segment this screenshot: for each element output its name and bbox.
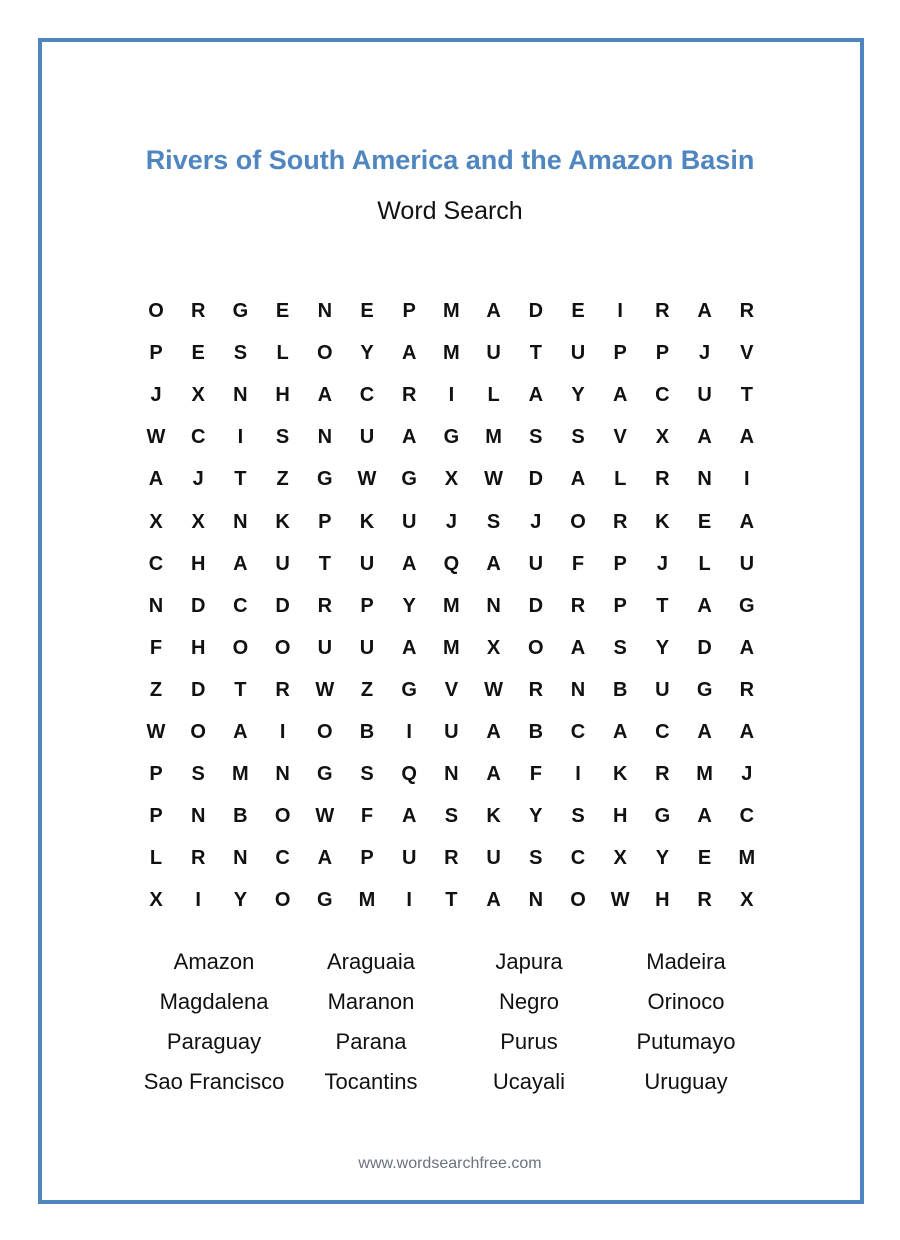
grid-letter: F bbox=[529, 763, 542, 786]
grid-letter: A bbox=[697, 426, 712, 449]
grid-letter: D bbox=[528, 468, 544, 491]
grid-letter: A bbox=[570, 468, 586, 491]
grid-letter: I bbox=[617, 300, 623, 322]
grid-letter: E bbox=[571, 300, 585, 322]
grid-letter: J bbox=[699, 342, 711, 365]
grid-letter: H bbox=[190, 552, 206, 575]
grid-letter: Y bbox=[402, 594, 416, 617]
grid-letter: S bbox=[529, 426, 543, 449]
grid-letter: A bbox=[317, 847, 333, 870]
grid-letter: Q bbox=[401, 763, 417, 786]
grid-letter: N bbox=[570, 678, 586, 701]
grid-letter: S bbox=[233, 342, 248, 365]
grid-letter: Y bbox=[571, 384, 585, 407]
word-list-item: Araguaia bbox=[326, 949, 416, 974]
grid-letter: P bbox=[613, 594, 627, 617]
grid-letter: C bbox=[359, 384, 375, 407]
grid-letter: P bbox=[360, 594, 374, 617]
grid-letter: W bbox=[484, 468, 504, 491]
grid-letter: N bbox=[444, 763, 459, 786]
grid-letter: K bbox=[655, 510, 670, 533]
grid-letter: W bbox=[357, 468, 377, 491]
grid-letter: E bbox=[275, 300, 290, 322]
grid-letter: I bbox=[448, 384, 455, 407]
word-list-item: Paraguay bbox=[166, 1029, 262, 1054]
word-list-item: Maranon bbox=[327, 989, 415, 1014]
grid-letter: E bbox=[697, 847, 712, 870]
grid-letter: I bbox=[744, 468, 750, 491]
grid-letter: H bbox=[275, 384, 290, 407]
grid-letter: R bbox=[401, 384, 417, 407]
grid-letter: J bbox=[656, 552, 668, 575]
grid-letter: E bbox=[191, 342, 205, 365]
grid-letter: M bbox=[443, 636, 460, 659]
word-list-item: Parana bbox=[335, 1029, 407, 1054]
grid-letter: U bbox=[317, 636, 333, 659]
word-list-item: Putumayo bbox=[636, 1029, 736, 1054]
grid-letter: P bbox=[318, 510, 332, 533]
grid-letter: Y bbox=[655, 847, 670, 870]
grid-letter: S bbox=[529, 847, 543, 870]
grid-letter: D bbox=[190, 678, 206, 701]
grid-letter: O bbox=[274, 636, 291, 659]
footer-url: www.wordsearchfree.com bbox=[358, 1155, 542, 1172]
grid-letter: Y bbox=[655, 636, 670, 659]
grid-letter: U bbox=[528, 552, 544, 575]
grid-letter: V bbox=[613, 426, 627, 449]
grid-letter: D bbox=[528, 594, 544, 617]
grid-letter: E bbox=[360, 300, 374, 322]
word-list-item: Tocantins bbox=[324, 1069, 418, 1094]
grid-letter: O bbox=[190, 721, 206, 743]
grid-letter: A bbox=[401, 342, 417, 365]
grid-letter: A bbox=[697, 721, 712, 743]
grid-letter: O bbox=[570, 889, 586, 912]
grid-letter: A bbox=[233, 721, 248, 743]
grid-letter: R bbox=[190, 847, 206, 870]
grid-letter: A bbox=[528, 384, 544, 407]
grid-letter: I bbox=[406, 721, 412, 743]
grid-letter: F bbox=[571, 552, 585, 575]
grid-letter: V bbox=[740, 342, 754, 365]
grid-letter: O bbox=[232, 636, 249, 659]
grid-letter: A bbox=[486, 763, 501, 786]
grid-letter: T bbox=[740, 384, 753, 407]
word-list-item: Amazon bbox=[173, 949, 255, 974]
grid-letter: C bbox=[190, 426, 206, 449]
grid-letter: U bbox=[655, 678, 670, 701]
grid-letter: L bbox=[614, 468, 627, 491]
grid-letter: P bbox=[613, 342, 627, 365]
grid-letter: D bbox=[190, 594, 206, 617]
grid-letter: C bbox=[275, 847, 290, 870]
grid-letter: K bbox=[275, 510, 290, 533]
grid-letter: I bbox=[237, 426, 244, 449]
grid-letter: S bbox=[486, 510, 501, 533]
grid-letter: J bbox=[192, 468, 204, 491]
grid-letter: G bbox=[232, 300, 249, 322]
grid-letter: M bbox=[232, 763, 249, 786]
word-list-item: Negro bbox=[499, 989, 559, 1014]
grid-letter: L bbox=[276, 342, 289, 365]
grid-letter: P bbox=[149, 763, 163, 786]
grid-letter: G bbox=[739, 594, 755, 617]
grid-letter: O bbox=[274, 889, 291, 912]
grid-letter: U bbox=[401, 847, 417, 870]
grid-letter: O bbox=[528, 636, 544, 659]
grid-letter: S bbox=[571, 805, 585, 828]
grid-letter: A bbox=[148, 468, 164, 491]
grid-letter: C bbox=[655, 721, 670, 743]
grid-letter: F bbox=[360, 805, 374, 828]
grid-letter: A bbox=[486, 300, 501, 322]
grid-letter: S bbox=[191, 763, 205, 786]
grid-letter: H bbox=[190, 636, 206, 659]
grid-letter: N bbox=[190, 805, 206, 828]
grid-letter: A bbox=[486, 552, 501, 575]
grid-letter: Y bbox=[360, 342, 374, 365]
grid-letter: I bbox=[575, 763, 581, 786]
grid-letter: M bbox=[738, 847, 756, 870]
grid-letter: X bbox=[486, 636, 501, 659]
grid-letter: K bbox=[359, 510, 375, 533]
grid-letter: X bbox=[149, 889, 163, 912]
grid-letter: R bbox=[739, 678, 755, 701]
grid-letter: L bbox=[698, 552, 711, 575]
grid-letter: U bbox=[486, 342, 501, 365]
grid-letter: Y bbox=[529, 805, 543, 828]
grid-letter: O bbox=[317, 721, 333, 743]
grid-letter: A bbox=[317, 384, 333, 407]
grid-letter: D bbox=[697, 636, 712, 659]
grid-letter: C bbox=[655, 384, 670, 407]
grid-letter: M bbox=[443, 342, 460, 365]
grid-letter: Z bbox=[276, 468, 289, 491]
grid-letter: N bbox=[275, 763, 290, 786]
grid-letter: R bbox=[697, 889, 712, 912]
word-list-item: Ucayali bbox=[492, 1069, 566, 1094]
grid-letter: U bbox=[359, 552, 375, 575]
grid-letter: A bbox=[739, 426, 755, 449]
grid-letter: A bbox=[739, 721, 755, 743]
grid-letter: L bbox=[149, 847, 163, 870]
grid-letter: W bbox=[610, 889, 630, 912]
grid-letter: T bbox=[318, 552, 331, 575]
word-list-item: Madeira bbox=[646, 949, 726, 974]
grid-letter: B bbox=[233, 805, 248, 828]
grid-letter: K bbox=[486, 805, 501, 828]
grid-letter: N bbox=[233, 510, 248, 533]
grid-letter: G bbox=[317, 763, 333, 786]
grid-letter: N bbox=[148, 594, 164, 617]
grid-letter: U bbox=[486, 847, 501, 870]
grid-letter: N bbox=[233, 847, 248, 870]
grid-letter: A bbox=[612, 384, 628, 407]
page-title: Rivers of South America and the Amazon Basin bbox=[145, 145, 755, 175]
grid-letter: R bbox=[317, 594, 333, 617]
grid-letter: J bbox=[530, 510, 542, 533]
grid-letter: I bbox=[195, 889, 201, 912]
grid-letter: U bbox=[359, 636, 375, 659]
grid-letter: Y bbox=[233, 889, 248, 912]
grid-letter: T bbox=[445, 889, 458, 912]
grid-letter: W bbox=[146, 721, 166, 743]
grid-letter: G bbox=[401, 678, 417, 701]
grid-letter: P bbox=[613, 552, 627, 575]
grid-letter: T bbox=[234, 468, 247, 491]
grid-letter: R bbox=[655, 763, 670, 786]
grid-letter: U bbox=[275, 552, 290, 575]
grid-letter: S bbox=[275, 426, 290, 449]
grid-letter: N bbox=[697, 468, 712, 491]
grid-letter: R bbox=[612, 510, 628, 533]
grid-letter: X bbox=[613, 847, 627, 870]
grid-letter: X bbox=[149, 510, 163, 533]
grid-letter: A bbox=[401, 552, 417, 575]
grid-letter: X bbox=[740, 889, 754, 912]
grid-letter: D bbox=[528, 300, 544, 322]
grid-letter: C bbox=[148, 552, 164, 575]
word-list-item: Magdalena bbox=[159, 989, 269, 1014]
grid-letter: Z bbox=[149, 678, 163, 701]
grid-letter: B bbox=[359, 721, 375, 743]
grid-letter: S bbox=[444, 805, 459, 828]
grid-letter: C bbox=[233, 594, 248, 617]
grid-letter: G bbox=[443, 426, 460, 449]
grid-letter: B bbox=[612, 678, 628, 701]
grid-letter: T bbox=[529, 342, 542, 365]
grid-letter: V bbox=[444, 678, 459, 701]
grid-letter: T bbox=[656, 594, 669, 617]
grid-letter: X bbox=[191, 510, 205, 533]
grid-letter: R bbox=[739, 300, 755, 322]
grid-letter: O bbox=[317, 342, 333, 365]
word-list-item: Uruguay bbox=[644, 1069, 728, 1094]
grid-letter: N bbox=[317, 426, 333, 449]
grid-letter: P bbox=[149, 805, 163, 828]
grid-letter: L bbox=[487, 384, 500, 407]
grid-letter: Q bbox=[443, 552, 460, 575]
word-list-item: Japura bbox=[495, 949, 563, 974]
grid-letter: U bbox=[359, 426, 375, 449]
grid-letter: N bbox=[317, 300, 333, 322]
grid-letter: C bbox=[739, 805, 755, 828]
grid-letter: W bbox=[146, 426, 166, 449]
grid-letter: P bbox=[149, 342, 163, 365]
grid-letter: U bbox=[570, 342, 586, 365]
grid-letter: J bbox=[445, 510, 457, 533]
grid-letter: E bbox=[697, 510, 712, 533]
word-list-item: Sao Francisco bbox=[143, 1069, 285, 1094]
grid-letter: M bbox=[358, 889, 376, 912]
grid-letter: A bbox=[486, 889, 501, 912]
grid-letter: K bbox=[612, 763, 628, 786]
grid-letter: A bbox=[697, 805, 712, 828]
word-list-item: Purus bbox=[500, 1029, 558, 1054]
grid-letter: C bbox=[570, 847, 586, 870]
word-list-item: Orinoco bbox=[647, 989, 725, 1014]
grid-letter: R bbox=[444, 847, 459, 870]
grid-letter: C bbox=[570, 721, 586, 743]
grid-letter: I bbox=[279, 721, 286, 743]
grid-letter: J bbox=[741, 763, 753, 786]
grid-letter: G bbox=[696, 678, 713, 701]
grid-letter: M bbox=[485, 426, 502, 449]
grid-letter: R bbox=[190, 300, 206, 322]
grid-letter: X bbox=[444, 468, 459, 491]
grid-letter: O bbox=[570, 510, 586, 533]
grid-letter: R bbox=[275, 678, 290, 701]
grid-letter: P bbox=[402, 300, 416, 322]
grid-letter: A bbox=[233, 552, 248, 575]
grid-letter: O bbox=[148, 300, 164, 322]
grid-letter: B bbox=[528, 721, 544, 743]
grid-letter: I bbox=[406, 889, 412, 912]
grid-letter: G bbox=[317, 889, 333, 912]
grid-letter: X bbox=[191, 384, 205, 407]
grid-letter: F bbox=[149, 636, 163, 659]
grid-letter: R bbox=[570, 594, 586, 617]
grid-letter: R bbox=[655, 300, 670, 322]
grid-letter: S bbox=[571, 426, 585, 449]
grid-letter: U bbox=[401, 510, 417, 533]
grid-letter: W bbox=[315, 678, 335, 701]
grid-letter: Z bbox=[360, 678, 374, 701]
grid-letter: D bbox=[275, 594, 290, 617]
grid-letter: A bbox=[486, 721, 501, 743]
grid-letter: S bbox=[613, 636, 627, 659]
grid-letter: G bbox=[654, 805, 671, 828]
grid-letter: T bbox=[234, 678, 247, 701]
grid-letter: A bbox=[697, 300, 712, 322]
grid-letter: U bbox=[739, 552, 755, 575]
grid-letter: U bbox=[444, 721, 459, 743]
grid-letter: N bbox=[528, 889, 544, 912]
grid-letter: J bbox=[150, 384, 162, 407]
grid-letter: U bbox=[697, 384, 712, 407]
grid-letter: X bbox=[655, 426, 670, 449]
grid-letter: H bbox=[612, 805, 628, 828]
grid-letter: G bbox=[317, 468, 333, 491]
grid-letter: A bbox=[739, 636, 755, 659]
page-subtitle: Word Search bbox=[377, 197, 523, 225]
grid-letter: R bbox=[655, 468, 670, 491]
grid-letter: M bbox=[443, 594, 460, 617]
grid-letter: W bbox=[484, 678, 504, 701]
grid-letter: A bbox=[401, 426, 417, 449]
grid-letter: P bbox=[655, 342, 670, 365]
grid-letter: R bbox=[528, 678, 544, 701]
grid-letter: N bbox=[233, 384, 248, 407]
grid-letter: W bbox=[315, 805, 335, 828]
grid-letter: A bbox=[739, 510, 755, 533]
grid-letter: A bbox=[401, 805, 417, 828]
grid-letter: N bbox=[486, 594, 501, 617]
grid-letter: A bbox=[570, 636, 586, 659]
grid-letter: S bbox=[360, 763, 374, 786]
grid-letter: H bbox=[655, 889, 670, 912]
grid-letter: A bbox=[697, 594, 712, 617]
grid-letter: M bbox=[696, 763, 713, 786]
grid-letter: A bbox=[612, 721, 628, 743]
grid-letter: G bbox=[401, 468, 417, 491]
grid-letter: O bbox=[274, 805, 291, 828]
grid-letter: M bbox=[443, 300, 460, 322]
grid-letter: P bbox=[360, 847, 374, 870]
grid-letter: A bbox=[401, 636, 417, 659]
